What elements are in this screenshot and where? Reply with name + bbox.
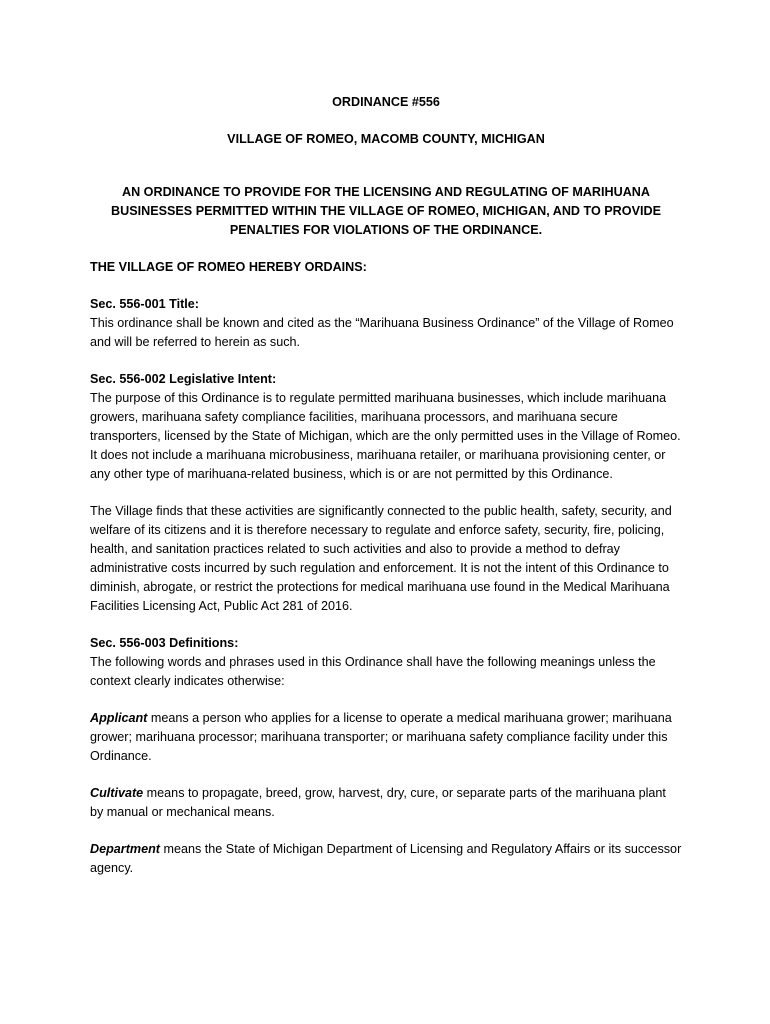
definition-term: Department (90, 842, 160, 856)
section-title (90, 295, 682, 352)
section-body: The following words and phrases used in this Ordinance shall have the following meanings unless the context clearly indicates otherwise: (90, 655, 656, 688)
definition-item (90, 840, 682, 878)
definition-text: means the State of Michigan Department of Licensing and Regulatory Affairs or its successor agency. (90, 842, 682, 875)
ordains-statement: THE VILLAGE OF ROMEO HEREBY ORDAINS: (90, 260, 367, 274)
definition-term: Cultivate (90, 786, 144, 800)
definition-text: means a person who applies for a license to operate a medical marihuana grower; marihuana grower; marihuana processor; marihuana transporter; or marihuana safety compliance facility under this Ordinance. (90, 711, 672, 763)
section-body: The Village finds that these activities are significantly connected to the public health, safety, security, and welfare of its citizens and it is therefore necessary to regulate and enforce safety, security, fire, policing, health, and sanitation practices related to such activities and also to provide a method to defray administrative costs incurred by such regulation and enforcement. It is not the intent of this Ordinance to diminish, abrogate, or restrict the protections for medical marihuana use found in the Medical Marihuana Facilities Licensing Act, Public Act 281 of 2016. (90, 504, 672, 613)
definition-item (90, 784, 682, 822)
section-heading: Sec. 556-002 Legislative Intent: (90, 372, 277, 386)
section-heading: Sec. 556-001 Title: (90, 297, 199, 311)
section-legislative-intent (90, 370, 682, 616)
jurisdiction-heading: VILLAGE OF ROMEO, MACOMB COUNTY, MICHIGAN (227, 132, 545, 146)
ordinance-text (90, 93, 682, 878)
ordinance-purpose-title: AN ORDINANCE TO PROVIDE FOR THE LICENSING AND REGULATING OF MARIHUANA BUSINESSES PERMITTED WITHIN THE VILLAGE OF ROMEO, MICHIGAN, AND TO PROVIDE PENALTIES FOR VIOLATIONS OF THE ORDINANCE. (111, 185, 661, 237)
ordinance-number: ORDINANCE #556 (332, 95, 440, 109)
definition-item (90, 709, 682, 766)
section-definitions (90, 634, 682, 878)
definition-term: Applicant (90, 711, 148, 725)
definition-text: means to propagate, breed, grow, harvest, dry, cure, or separate parts of the marihuana plant by manual or mechanical means. (90, 786, 666, 819)
section-heading: Sec. 556-003 Definitions: (90, 636, 239, 650)
section-body: The purpose of this Ordinance is to regulate permitted marihuana businesses, which include marihuana growers, marihuana safety compliance facilities, marihuana processors, and marihuana secure transporters, licensed by the State of Michigan, which are the only permitted uses in the Village of Romeo. It does not include a marihuana microbusiness, marihuana retailer, or marihuana provisioning center, or any other type of marihuana-related business, which is or are not permitted by this Ordinance. (90, 391, 681, 481)
section-body: This ordinance shall be known and cited as the “Marihuana Business Ordinance” of the Village of Romeo and will be referred to herein as such. (90, 316, 674, 349)
